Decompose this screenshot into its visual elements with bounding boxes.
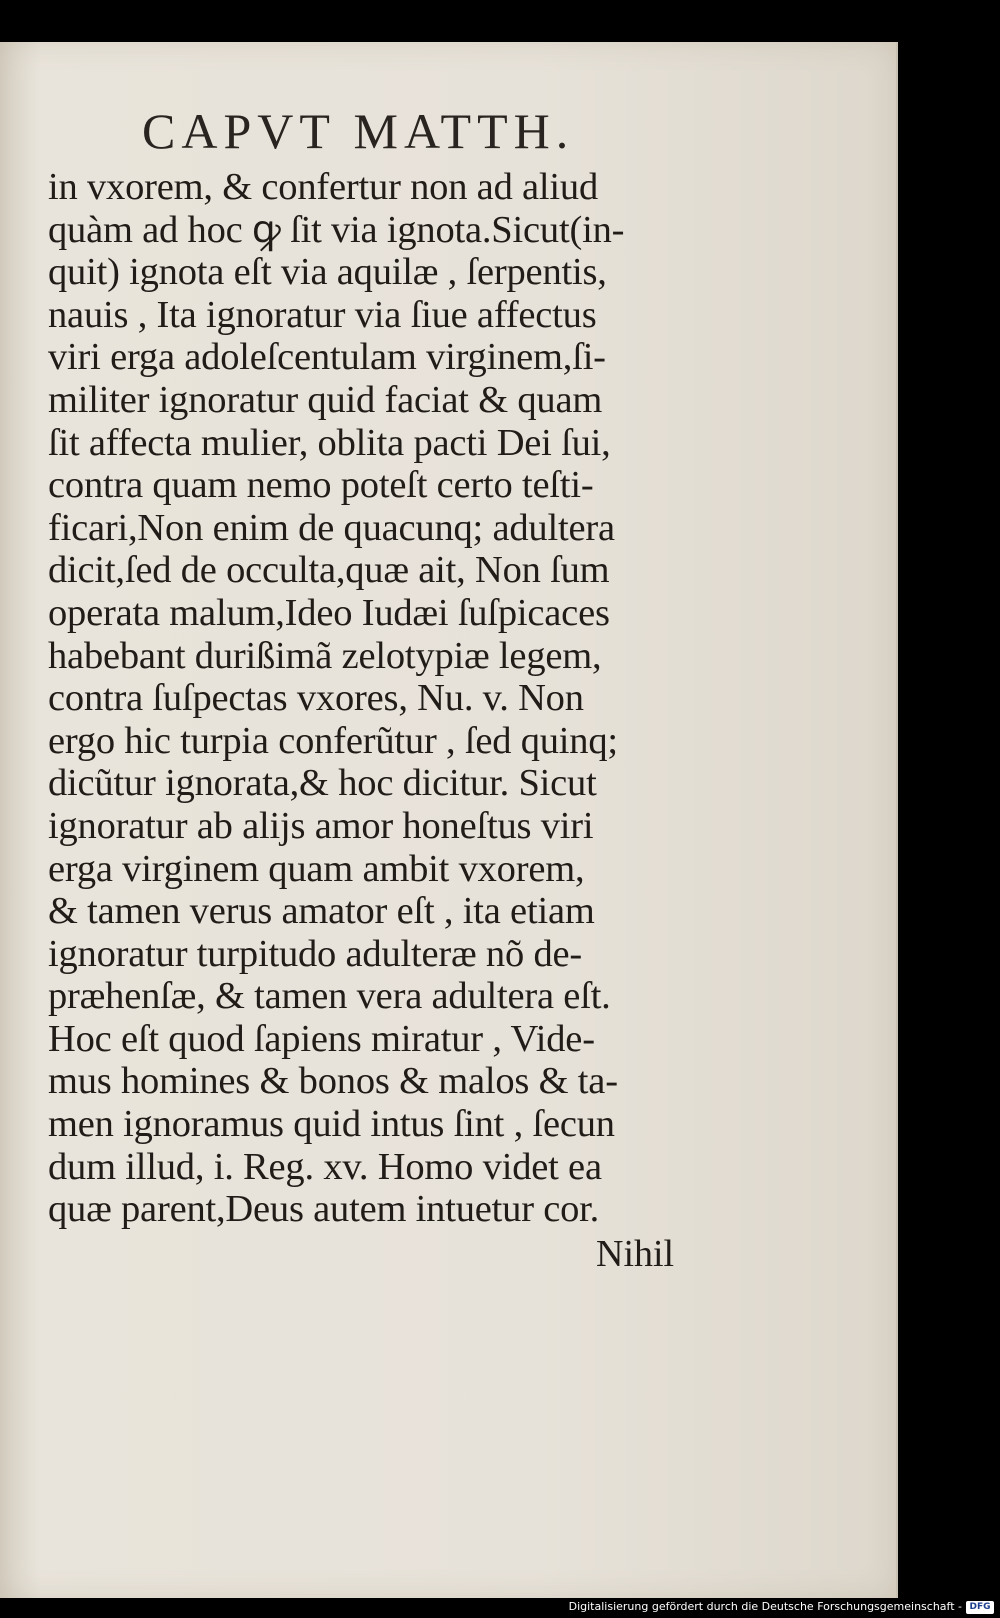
body-text	[48, 166, 708, 1231]
text-line: militer ignoratur quid faciat & quam	[48, 378, 603, 421]
text-line: ignoratur ab alijs amor honeſtus viri	[48, 804, 594, 847]
text-line: erga virginem quam ambit vxorem,	[48, 847, 585, 890]
text-line: quàm ad hoc ꝙ ſit via ignota.Sicut(in-	[48, 208, 625, 251]
text-line: quæ parent,Deus autem intuetur cor.	[48, 1188, 600, 1231]
text-line: ſit affecta mulier, oblita pacti Dei ſui,	[48, 421, 611, 464]
text-line: contra quam nemo poteſt certo teſti-	[48, 464, 594, 507]
text-line: nauis , Ita ignoratur via ſiue affectus	[48, 293, 597, 336]
footer-bar	[0, 1598, 1000, 1618]
text-line: men ignoramus quid intus ſint , ſecun	[48, 1103, 615, 1146]
text-line: ficari,Non enim de quacunq; adultera	[48, 506, 615, 549]
text-line: ignoratur turpitudo adulteræ nõ de-	[48, 932, 583, 975]
text-line: habebant durißimã zelotypiæ legem,	[48, 634, 602, 677]
text-line: contra ſuſpectas vxores, Nu. v. Non	[48, 677, 584, 720]
text-line: quit) ignota eſt via aquilæ , ſerpentis,	[48, 251, 607, 294]
text-line: operata malum,Ideo Iudæi ſuſpicaces	[48, 591, 610, 634]
text-line: dum illud, i. Reg. xv. Homo videt ea	[48, 1145, 602, 1188]
running-title: CAPVT MATTH.	[142, 103, 575, 159]
text-line: ergo hic turpia conferũtur , ſed quinq;	[48, 719, 618, 762]
text-line: dicit,ſed de occulta,quæ ait, Non ſum	[48, 549, 610, 592]
text-line: viri erga adoleſcentulam virginem,ſi-	[48, 336, 606, 379]
dfg-logo-icon: DFG	[966, 1601, 994, 1614]
text-line: dicũtur ignorata,& hoc dicitur. Sicut	[48, 762, 597, 805]
catchword: Nihil	[596, 1233, 675, 1275]
text-line: & tamen verus amator eſt , ita etiam	[48, 890, 595, 933]
funding-credit: Digitalisierung gefördert durch die Deutsche Forschungsgemeinschaft -	[568, 1600, 962, 1613]
text-line: mus homines & bonos & malos & ta-	[48, 1060, 618, 1103]
text-line: in vxorem, & confertur non ad aliud	[48, 166, 599, 208]
text-line: Hoc eſt quod ſapiens miratur , Vide-	[48, 1017, 595, 1060]
text-line: præhenſæ, & tamen vera adultera eſt.	[48, 975, 611, 1018]
